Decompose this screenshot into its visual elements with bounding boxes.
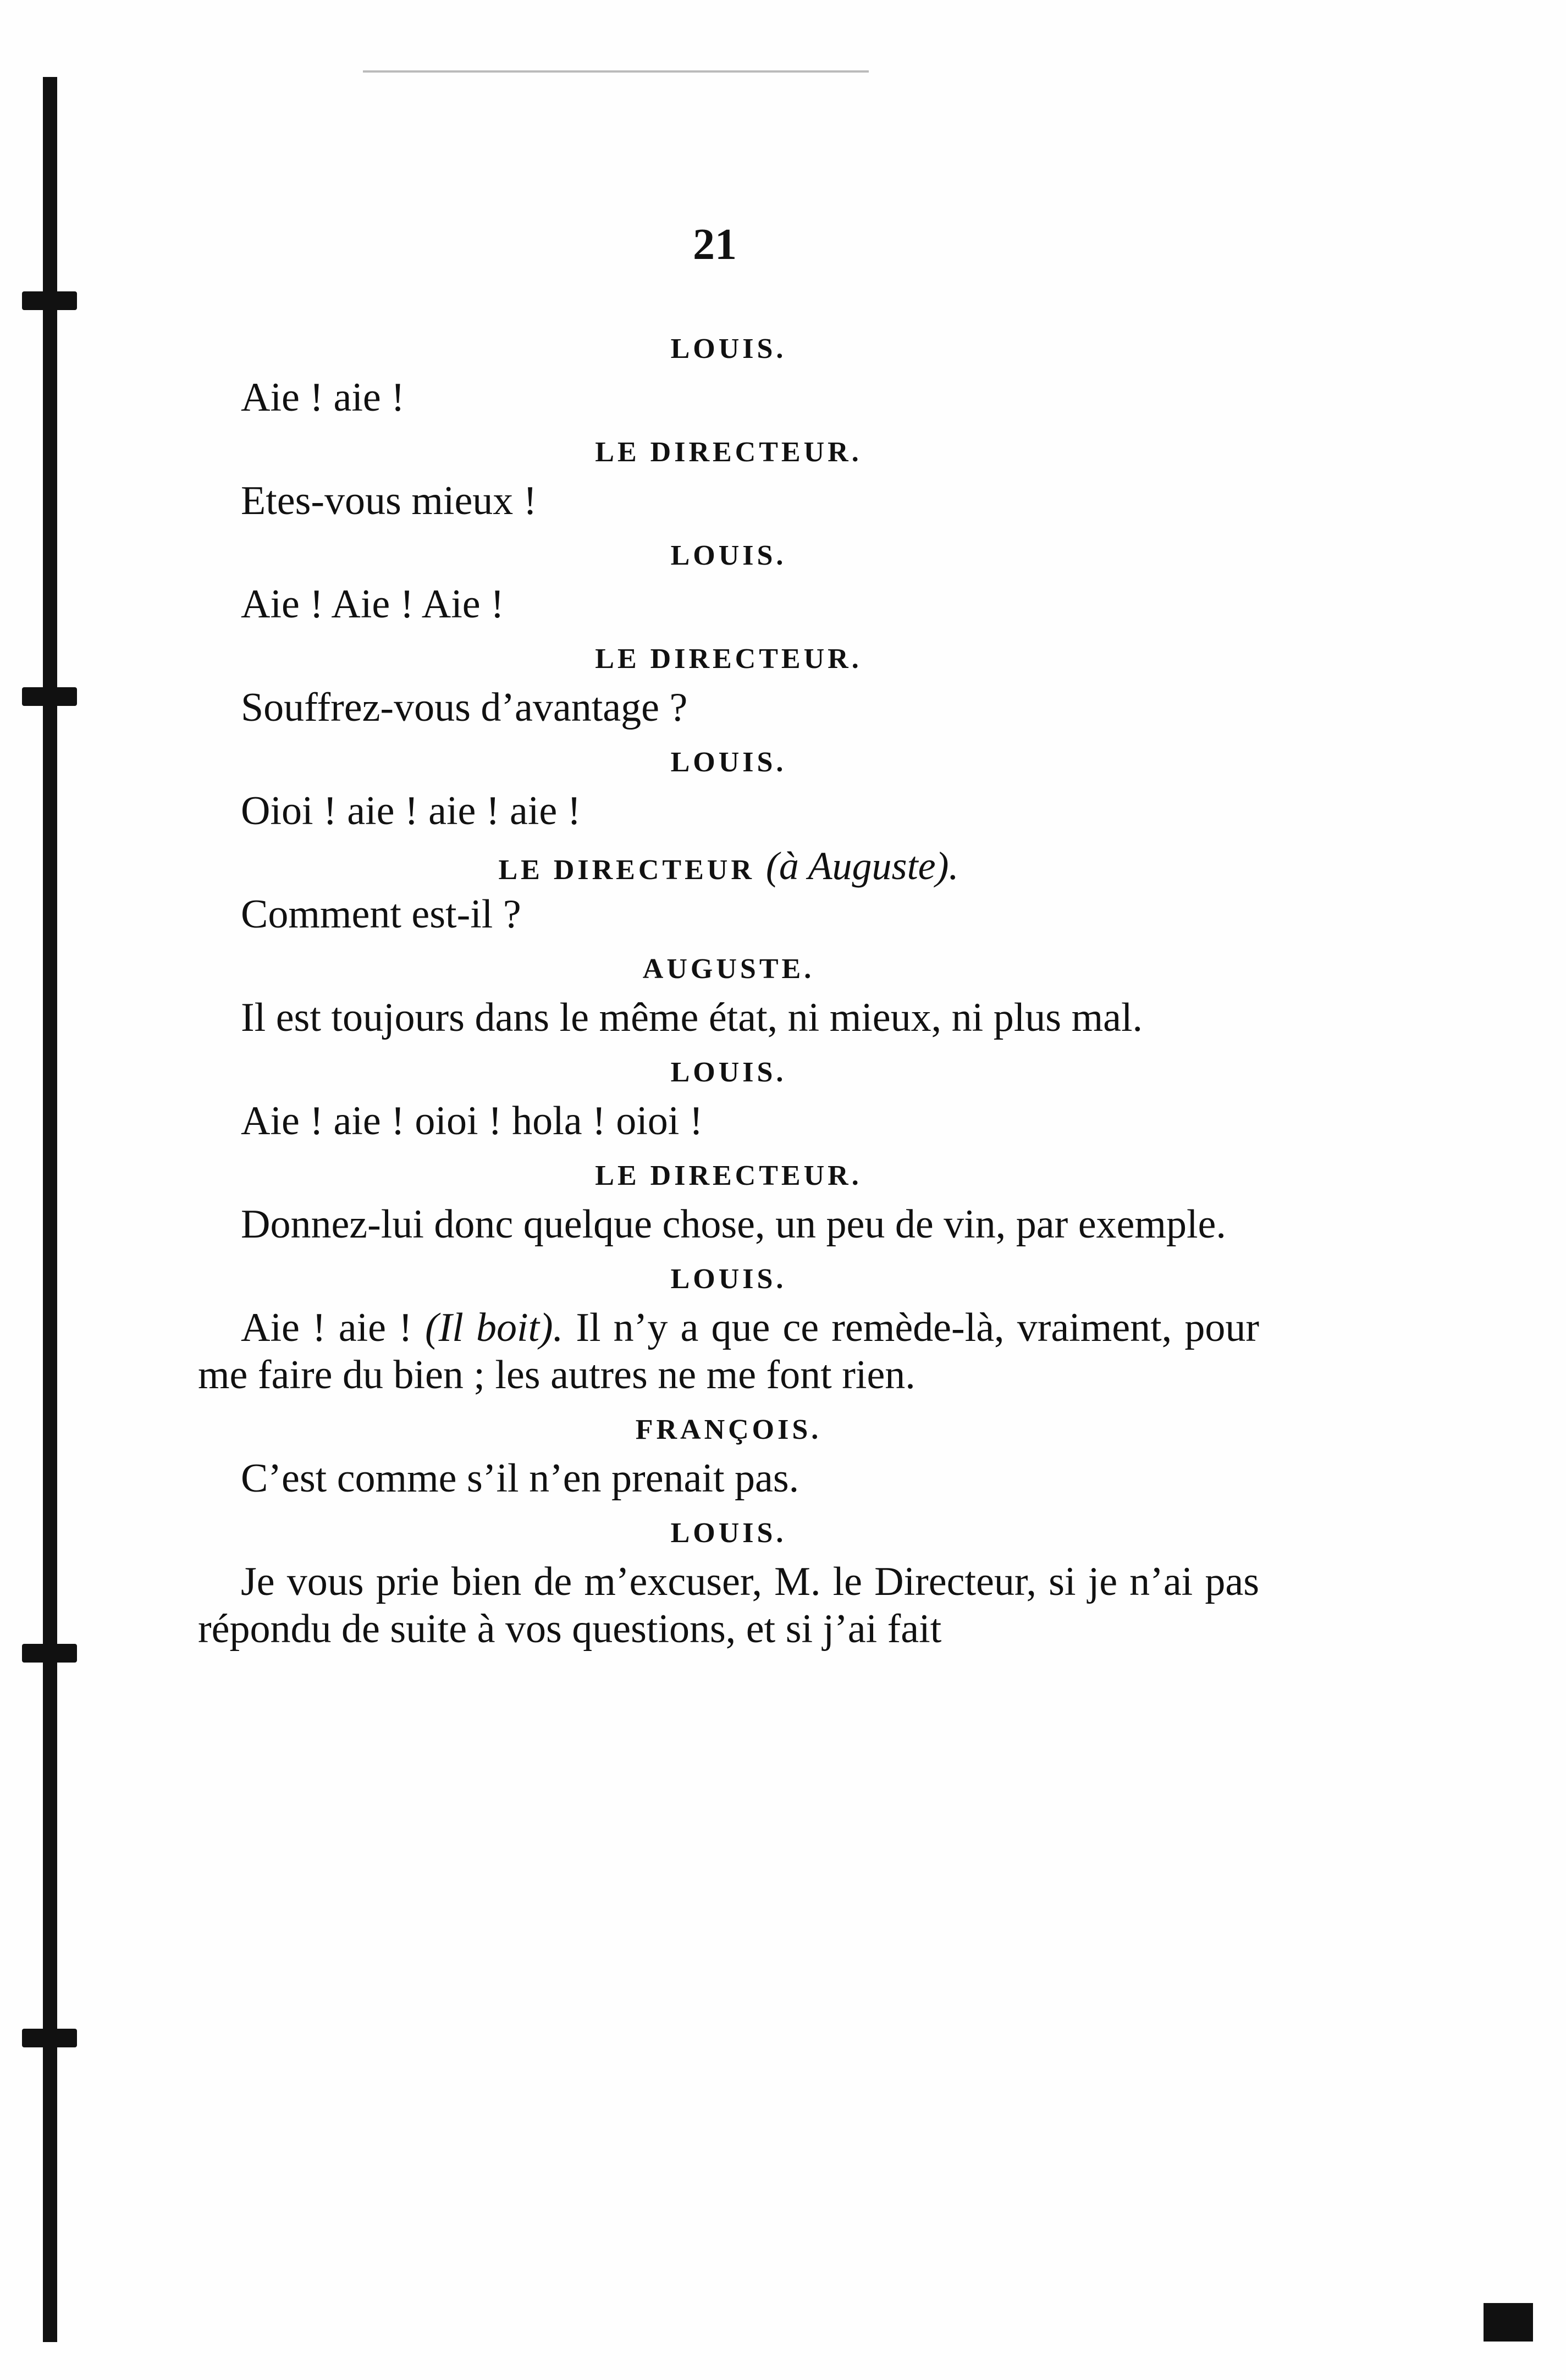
dialogue-line: Il est toujours dans le même état, ni mieux, ni plus mal.	[241, 995, 1143, 1040]
speaker-name: LOUIS.	[670, 1263, 787, 1295]
dialogue-text: Il n’y a que ce remède-là, vraiment, pour me faire du bien ; les autres ne me font rien.	[198, 1305, 1259, 1398]
dialogue-line: Je vous prie bien de m’excuser, M. le Directeur, si je n’ai pas répondu de suite à vos questions, et si j’ai fait	[198, 1559, 1259, 1652]
speaker-name: LE DIRECTEUR.	[595, 1160, 862, 1191]
scan-artifact-line	[363, 70, 869, 73]
speaker-name: LE DIRECTEUR.	[595, 437, 862, 468]
play-dialogue	[198, 330, 1259, 1665]
binding-stitch-mark	[22, 687, 77, 706]
speaker-name: LOUIS.	[670, 1517, 787, 1549]
speaker-name: LE DIRECTEUR.	[595, 643, 862, 675]
dialogue-line: Comment est-il ?	[241, 892, 521, 937]
stage-note: (à Auguste).	[765, 844, 959, 888]
dialogue-line: Aie ! aie ! oioi ! hola ! oioi !	[241, 1098, 703, 1144]
dialogue-line: Souffrez-vous d’avantage ?	[241, 685, 688, 730]
binding-stitch-mark	[22, 2029, 77, 2047]
dialogue-line: Donnez-lui donc quelque chose, un peu de vin, par exemple.	[241, 1202, 1226, 1247]
speaker-name: FRANÇOIS.	[635, 1414, 822, 1445]
speaker-name: LOUIS.	[670, 333, 787, 365]
binding-edge	[43, 77, 57, 2342]
binding-stitch-mark	[22, 1644, 77, 1663]
speaker-with-note	[198, 844, 1259, 888]
speaker-name: LOUIS.	[670, 540, 787, 571]
dialogue-line: Aie ! aie !	[241, 375, 405, 420]
binding-stitch-mark	[22, 291, 77, 310]
dialogue-line: Oioi ! aie ! aie ! aie !	[241, 788, 581, 833]
scan-corner-mark	[1484, 2303, 1533, 2342]
dialogue-line: Aie ! Aie ! Aie !	[241, 582, 504, 627]
speaker-name: AUGUSTE.	[642, 953, 815, 985]
dialogue-line	[198, 1304, 1259, 1399]
speaker-name: LOUIS.	[670, 747, 787, 778]
dialogue-line: C’est comme s’il n’en prenait pas.	[241, 1456, 799, 1501]
page-number: 21	[693, 220, 737, 269]
dialogue-text: Aie ! aie !	[241, 1305, 412, 1350]
dialogue-line: Etes-vous mieux !	[241, 478, 537, 523]
stage-direction: (Il boit).	[424, 1305, 564, 1350]
speaker-name: LE DIRECTEUR	[498, 854, 755, 886]
speaker-name: LOUIS.	[670, 1057, 787, 1088]
